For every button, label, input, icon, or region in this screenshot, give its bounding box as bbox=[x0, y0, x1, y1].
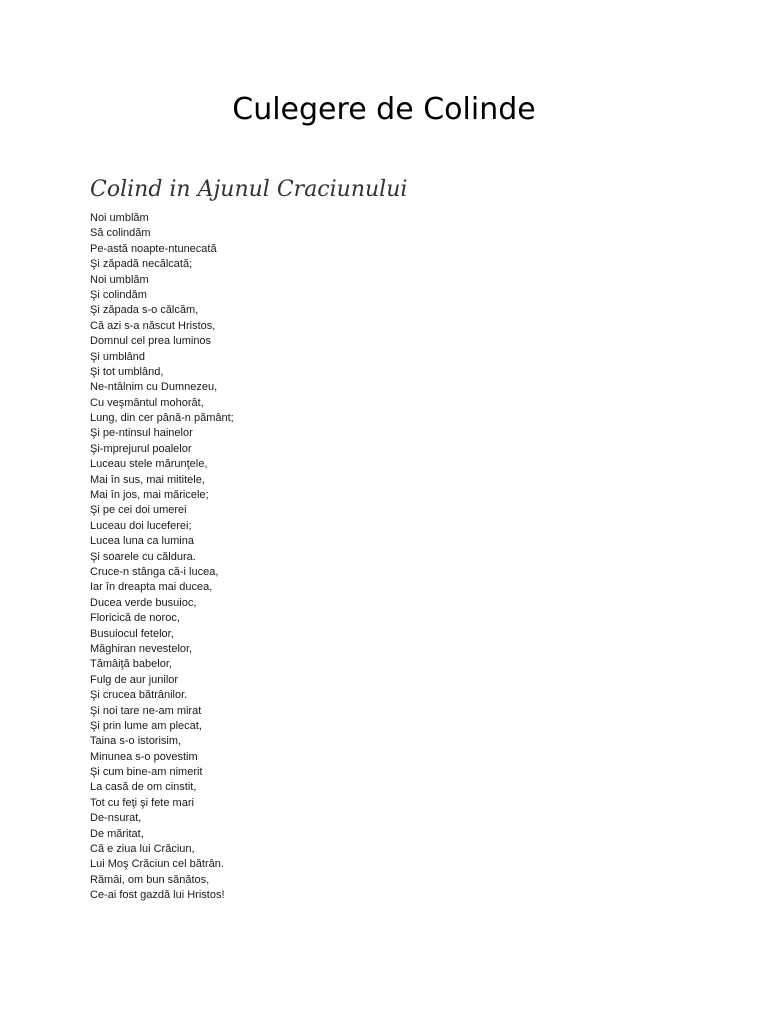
poem-line: Lucea luna ca lumina bbox=[90, 535, 194, 548]
poem-line: Minunea s-o povestim bbox=[90, 750, 198, 763]
poem-line: Ne-ntâlnim cu Dumnezeu, bbox=[90, 381, 218, 394]
poem-line: Lung, din cer până-n pământ; bbox=[90, 412, 234, 425]
poem-line: De-nsurat, bbox=[90, 812, 142, 825]
poem-line: Domnul cel prea luminos bbox=[90, 335, 212, 348]
poem-text bbox=[90, 211, 234, 904]
poem-line: Lui Moş Crăciun cel bătrân. bbox=[90, 858, 224, 871]
page-title: Culegere de Colinde bbox=[232, 92, 536, 127]
poem-line: Luceau stele mărunţele, bbox=[90, 458, 208, 471]
poem-line: Ducea verde busuioc, bbox=[90, 596, 197, 609]
poem-line: Şi crucea bătrânilor. bbox=[90, 689, 188, 702]
poem-line: Şi zăpada s-o călcăm, bbox=[90, 304, 199, 317]
poem-line: Tot cu feţi şi fete mari bbox=[90, 796, 194, 809]
poem-line: Şi pe-ntinsul hainelor bbox=[90, 427, 193, 440]
poem-line: Ce-ai fost gazdă lui Hristos! bbox=[90, 889, 225, 902]
poem-line: Măghiran nevestelor, bbox=[90, 642, 193, 655]
poem-line: Noi umblăm bbox=[90, 273, 149, 286]
poem-line: Busuiocul fetelor, bbox=[90, 627, 174, 640]
poem-line: Fulg de aur junilor bbox=[90, 673, 179, 686]
poem-line: Că e ziua lui Crăciun, bbox=[90, 843, 195, 856]
poem-line: Şi colindăm bbox=[90, 288, 147, 301]
poem-line: Să colindăm bbox=[90, 227, 151, 240]
poem-line: Noi umblăm bbox=[90, 212, 149, 224]
poem-line: Că azi s-a născut Hristos, bbox=[90, 319, 216, 332]
poem-line: Şi noi tare ne-am mirat bbox=[90, 704, 202, 717]
poem-line: Mai în jos, mai măricele; bbox=[90, 489, 209, 502]
poem-line: Luceau doi luceferei; bbox=[90, 519, 192, 532]
section-title: Colind in Ajunul Craciunului bbox=[90, 177, 408, 202]
poem-line: Şi pe cei doi umerei bbox=[90, 504, 187, 517]
poem-line: Pe-astă noapte-ntunecată bbox=[90, 242, 217, 255]
poem-line: Şi umblând bbox=[90, 350, 146, 363]
poem-line: Şi-mprejurul poalelor bbox=[90, 442, 192, 455]
poem-line: Rămâi, om bun sănătos, bbox=[90, 873, 210, 886]
poem-line: Şi zăpadă necălcată; bbox=[90, 258, 193, 271]
poem-line: Mai în sus, mai mititele, bbox=[90, 473, 205, 486]
poem-line: Taina s-o istorisim, bbox=[90, 735, 182, 748]
poem-line: Cu veşmântul mohorât, bbox=[90, 396, 204, 409]
poem-line: Iar în dreapta mai ducea, bbox=[90, 581, 213, 594]
poem-line: Tămâiţă babelor, bbox=[90, 658, 172, 671]
poem-line: Cruce-n stânga că-i lucea, bbox=[90, 565, 219, 578]
poem-line: De măritat, bbox=[90, 827, 144, 840]
poem-line: Floricică de noroc, bbox=[90, 612, 180, 625]
poem-line: Şi soarele cu căldura. bbox=[90, 550, 196, 563]
poem-line: Şi cum bine-am nimerit bbox=[90, 766, 203, 779]
poem-line: Şi prin lume am plecat, bbox=[90, 719, 202, 732]
poem-line: La casă de om cinstit, bbox=[90, 781, 197, 794]
poem-line: Şi tot umblând, bbox=[90, 365, 164, 378]
